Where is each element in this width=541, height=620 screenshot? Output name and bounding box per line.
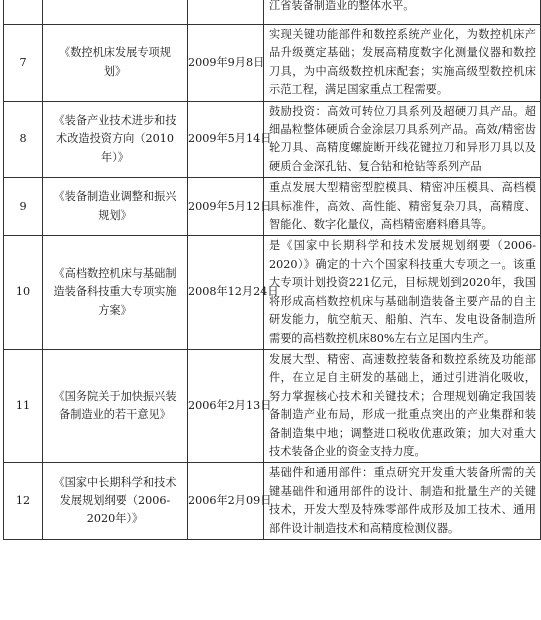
row-number xyxy=(4,0,43,25)
table-row xyxy=(4,178,541,236)
row-number: 9 xyxy=(4,178,43,236)
policy-content: 重点发展大型精密型腔模具、精密冲压模具、高档模具标准件，高效、高性能、精密复杂刀具，高精度、智能化、数字化量仪，高档精密磨料磨具等。 xyxy=(264,178,541,236)
row-number: 8 xyxy=(4,101,43,178)
policy-content: 发展大型、精密、高速数控装备和数控系统及功能部件，在立足自主研发的基础上，通过引进消化吸收，努力掌握核心技术和关键技术；合理规划确定我国装备制造产业布局，形成一批重点突出的产业集群和装备制造集中地；调整进口税收优惠政策；加大对重大技术装备企业的资金支持力度。 xyxy=(264,349,541,462)
policy-name xyxy=(43,0,188,25)
issue-date: 2006年2月13日 xyxy=(188,349,264,462)
policy-name: 《数控机床发展专项规划》 xyxy=(43,25,188,102)
issue-date: 2008年12月24日 xyxy=(188,236,264,349)
policy-content: 基础件和通用部件：重点研究开发重大装备所需的关键基础件和通用部件的设计、制造和批量生产的关键技术，开发大型及特殊零部件成形及加工技术、通用部件设计制造技术和高精度检测仪器。 xyxy=(264,463,541,540)
issue-date: 2006年2月09日 xyxy=(188,463,264,540)
policy-content: 实现关键功能部件和数控系统产业化，为数控机床产品升级奠定基础；发展高精度数字化测量仪器和数控刀具，为中高级数控机床配套；实施高级型数控机床示范工程，满足国家重点工程需要。 xyxy=(264,25,541,102)
policy-table xyxy=(3,0,541,540)
policy-name: 《装备制造业调整和振兴规划》 xyxy=(43,178,188,236)
policy-content: 是《国家中长期科学和技术发展规划纲要（2006-2020）》确定的十六个国家科技重大专项之一。该重大专项计划投资221亿元，目标规划到2020年，我国将形成高档数控机床与基础制造装备主要产品的自主研发能力，航空航天、船舶、汽车、发电设备制造所需要的高档数控机床80%左右立足国内生产。 xyxy=(264,236,541,349)
table-row xyxy=(4,463,541,540)
row-number: 7 xyxy=(4,25,43,102)
row-number: 10 xyxy=(4,236,43,349)
table-row xyxy=(4,25,541,102)
row-number: 12 xyxy=(4,463,43,540)
policy-name: 《国家中长期科学和技术发展规划纲要（2006-2020年）》 xyxy=(43,463,188,540)
policy-content: 江省装备制造业的整体水平。 xyxy=(264,0,541,25)
table-row xyxy=(4,349,541,462)
table-row xyxy=(4,0,541,25)
policy-table-body xyxy=(4,0,541,539)
table-row xyxy=(4,101,541,178)
issue-date: 2009年5月12日 xyxy=(188,178,264,236)
issue-date: 2009年9月8日 xyxy=(188,25,264,102)
table-row xyxy=(4,236,541,349)
issue-date xyxy=(188,0,264,25)
policy-name: 《装备产业技术进步和技术改造投资方向（2010年）》 xyxy=(43,101,188,178)
policy-name: 《高档数控机床与基础制造装备科技重大专项实施方案》 xyxy=(43,236,188,349)
row-number: 11 xyxy=(4,349,43,462)
policy-name: 《国务院关于加快振兴装备制造业的若干意见》 xyxy=(43,349,188,462)
issue-date: 2009年5月14日 xyxy=(188,101,264,178)
policy-content: 鼓励投资：高效可转位刀具系列及超硬刀具产品。超细晶粒整体硬质合金涂层刀具系列产品。高效/精密齿轮刀具、高精度螺旋断开线花键拉刀和异形刀具以及硬质合金深孔钻、复合钻和枪钻等系列产品 xyxy=(264,101,541,178)
